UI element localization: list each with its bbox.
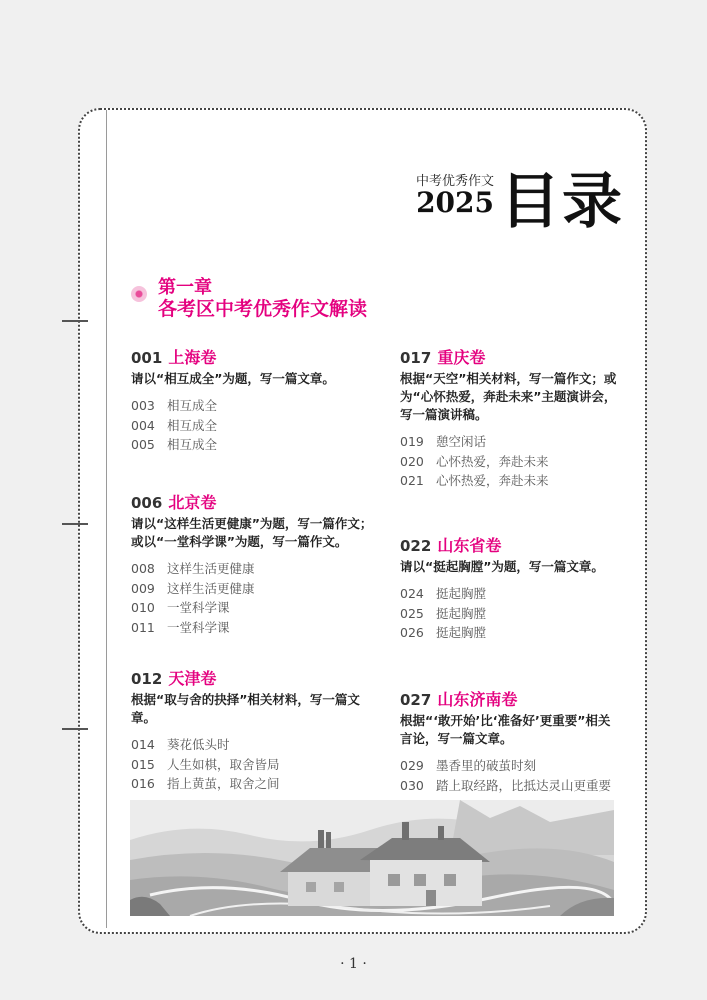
toc-section-heading[interactable] xyxy=(131,666,381,688)
toc-entry[interactable] xyxy=(400,776,622,796)
binding-tick xyxy=(62,728,88,730)
section-title: 重庆卷 xyxy=(437,348,486,367)
section-prompt: 请以“挺起胸膛”为题，写一篇文章。 xyxy=(400,559,604,574)
toc-entry[interactable] xyxy=(400,452,622,472)
toc-section-heading[interactable] xyxy=(400,533,622,555)
section-page-number: 022 xyxy=(400,537,432,555)
section-title: 山东济南卷 xyxy=(437,690,518,709)
binding-line xyxy=(106,110,107,928)
toc-entry[interactable] xyxy=(400,432,622,452)
binding-tick xyxy=(62,320,88,322)
toc-entry[interactable] xyxy=(131,559,381,579)
toc-section xyxy=(131,345,381,455)
toc-section-heading[interactable] xyxy=(400,687,622,709)
landscape-illustration-art xyxy=(130,800,614,916)
toc-entry[interactable] xyxy=(131,735,381,755)
toc-entry[interactable] xyxy=(131,598,381,618)
toc-entry-title: 这样生活更健康 xyxy=(167,561,255,576)
heading-subtitle: 中考优秀作文 xyxy=(415,174,494,189)
section-prompt: 请以“这样生活更健康”为题，写一篇作文；或以“一堂科学课”为题，写一篇作文。 xyxy=(131,516,373,549)
section-prompt: 请以“相互成全”为题，写一篇文章。 xyxy=(131,371,335,386)
toc-entry-page: 019 xyxy=(400,434,424,449)
toc-entry-title: 挺起胸膛 xyxy=(436,625,487,640)
toc-entry-title: 挺起胸膛 xyxy=(436,605,487,621)
section-title: 上海卷 xyxy=(168,348,217,367)
landscape-illustration xyxy=(130,800,614,916)
toc-section xyxy=(400,687,622,795)
toc-section xyxy=(400,345,622,491)
toc-entry[interactable] xyxy=(400,756,622,776)
toc-entry-list xyxy=(131,735,381,794)
section-page-number: 027 xyxy=(400,691,432,709)
toc-entry-page: 014 xyxy=(131,737,155,752)
toc-entry-list xyxy=(131,396,381,455)
toc-entry[interactable] xyxy=(131,416,381,436)
toc-section-heading[interactable] xyxy=(400,345,622,367)
toc-entry[interactable] xyxy=(400,471,622,491)
toc-entry[interactable] xyxy=(131,618,381,638)
heading-year: 2025 xyxy=(416,186,494,219)
toc-entry-page: 009 xyxy=(131,580,155,596)
toc-entry-title: 一堂科学课 xyxy=(167,619,230,635)
section-prompt: 根据“天空”相关材料，写一篇作文；或为“心怀热爱，奔赴未来”主题演讲会，写一篇演讲稿。 xyxy=(400,371,617,422)
toc-entry[interactable] xyxy=(131,435,381,455)
toc-entry[interactable] xyxy=(131,755,381,775)
toc-entry-title: 心怀热爱，奔赴未来 xyxy=(436,453,549,469)
section-prompt: 根据“取与舍的抉择”相关材料，写一篇文章。 xyxy=(131,692,360,725)
page-number: · 1 · xyxy=(340,956,367,972)
toc-entry[interactable] xyxy=(131,774,381,794)
toc-entry-page: 003 xyxy=(131,398,155,413)
toc-entry-page: 011 xyxy=(131,619,155,635)
chapter-bullet-icon xyxy=(131,286,147,302)
toc-section xyxy=(131,666,381,794)
toc-entry-page: 010 xyxy=(131,600,155,615)
section-page-number: 017 xyxy=(400,349,432,367)
toc-entry-page: 021 xyxy=(400,473,424,488)
toc-entry[interactable] xyxy=(131,579,381,599)
toc-entry-title: 墨香里的破茧时刻 xyxy=(436,758,537,773)
toc-entry-page: 024 xyxy=(400,586,424,601)
toc-entry-page: 005 xyxy=(131,437,155,452)
chapter-label: 第一章 xyxy=(158,277,212,298)
toc-section xyxy=(400,533,622,643)
toc-entry-page: 004 xyxy=(131,417,155,433)
toc-entry-title: 相互成全 xyxy=(167,398,218,413)
section-title: 山东省卷 xyxy=(437,536,502,555)
toc-entry-title: 心怀热爱，奔赴未来 xyxy=(436,473,549,488)
section-page-number: 001 xyxy=(131,349,163,367)
toc-entry-title: 相互成全 xyxy=(167,437,218,452)
toc-entry-title: 这样生活更健康 xyxy=(167,580,255,596)
toc-entry-list xyxy=(131,559,381,637)
toc-entry-list xyxy=(400,584,622,643)
toc-entry-title: 人生如棋，取舍皆局 xyxy=(167,756,280,772)
toc-entry-page: 026 xyxy=(400,625,424,640)
toc-section-heading[interactable] xyxy=(131,345,381,367)
page-title: 目录 xyxy=(500,167,624,237)
section-page-number: 012 xyxy=(131,670,163,688)
toc-entry-title: 挺起胸膛 xyxy=(436,586,487,601)
toc-entry-title: 憩空闲话 xyxy=(436,434,487,449)
section-page-number: 006 xyxy=(131,494,163,512)
toc-entry-page: 015 xyxy=(131,756,155,772)
toc-entry[interactable] xyxy=(400,584,622,604)
toc-entry-page: 008 xyxy=(131,561,155,576)
toc-entry-title: 相互成全 xyxy=(167,417,218,433)
toc-entry-page: 030 xyxy=(400,777,424,793)
toc-entry-title: 指上黄茧，取舍之间 xyxy=(167,776,280,791)
toc-entry-list xyxy=(400,756,622,795)
toc-entry-list xyxy=(400,432,622,491)
toc-entry-page: 029 xyxy=(400,758,424,773)
toc-entry[interactable] xyxy=(131,396,381,416)
toc-section xyxy=(131,490,381,637)
toc-entry[interactable] xyxy=(400,604,622,624)
toc-entry-title: 踏上取经路，比抵达灵山更重要 xyxy=(436,777,612,793)
section-title: 北京卷 xyxy=(168,493,217,512)
toc-entry-title: 一堂科学课 xyxy=(167,600,230,615)
binding-tick xyxy=(62,523,88,525)
toc-entry[interactable] xyxy=(400,623,622,643)
section-prompt: 根据“‘敢开始’比‘准备好’更重要”相关言论，写一篇文章。 xyxy=(400,713,611,746)
toc-entry-page: 025 xyxy=(400,605,424,621)
toc-entry-title: 葵花低头时 xyxy=(167,737,230,752)
toc-section-heading[interactable] xyxy=(131,490,381,512)
toc-entry-page: 016 xyxy=(131,776,155,791)
section-title: 天津卷 xyxy=(168,669,217,688)
toc-entry-page: 020 xyxy=(400,453,424,469)
chapter-title: 各考区中考优秀作文解读 xyxy=(158,298,368,320)
